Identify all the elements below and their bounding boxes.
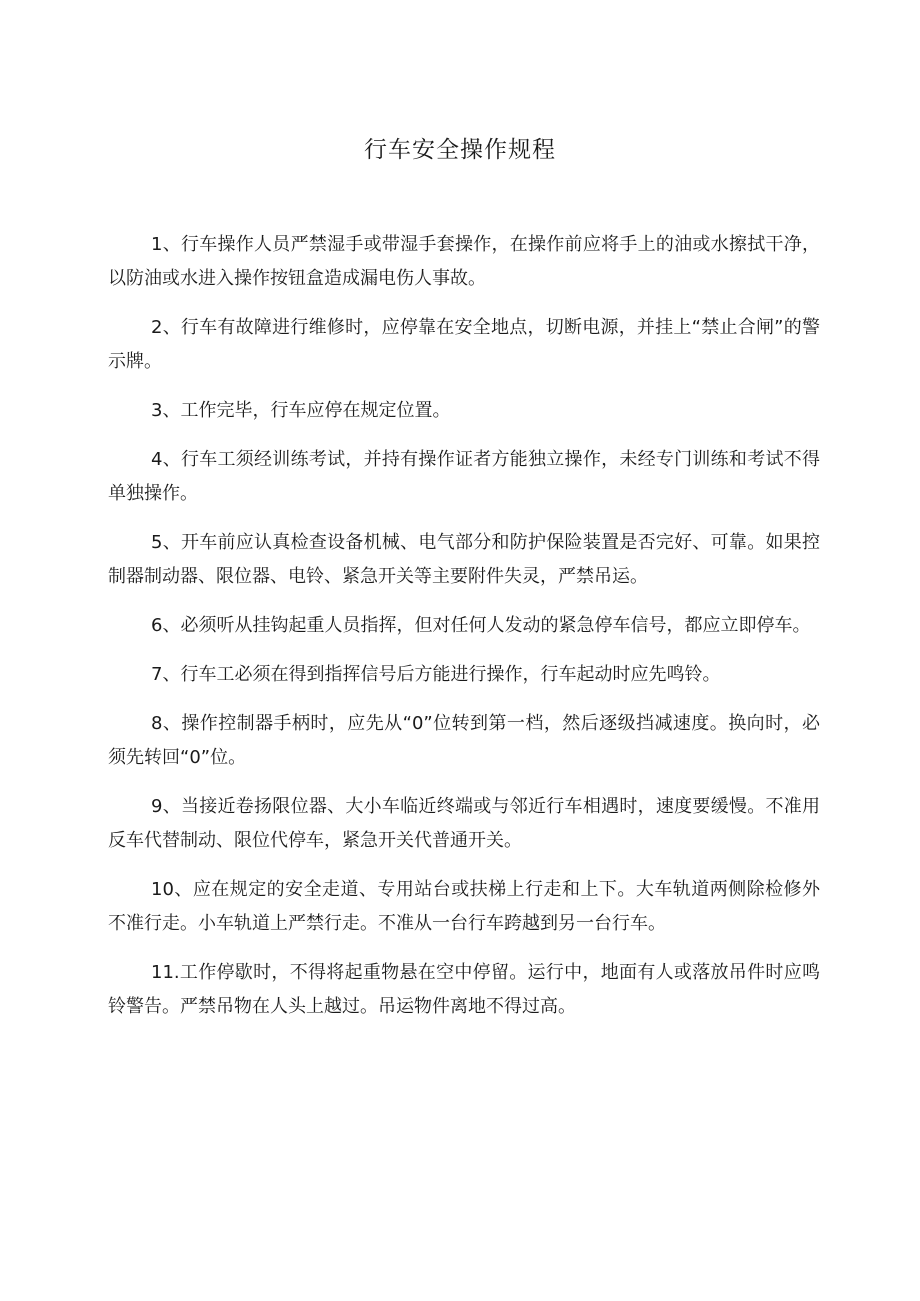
rule-paragraph-4: 4、行车工须经训练考试，并持有操作证者方能独立操作，未经专门训练和考试不得单独操作。: [108, 449, 820, 504]
rule-paragraph-7: 7、行车工必须在得到指挥信号后方能进行操作，行车起动时应先鸣铃。: [151, 664, 721, 685]
rule-paragraph-6: 6、必须听从挂钩起重人员指挥，但对任何人发动的紧急停车信号，都应立即停车。: [151, 615, 811, 636]
rule-paragraph-2: 2、行车有故障进行维修时，应停靠在安全地点，切断电源，并挂上“禁止合闸”的警示牌。: [108, 317, 820, 372]
document-title: 行车安全操作规程: [364, 137, 556, 163]
rule-paragraph-8: 8、操作控制器手柄时，应先从“0”位转到第一档，然后逐级挡减速度。换向时，必须先转回“0”位。: [108, 713, 820, 768]
rule-paragraph-11: 11.工作停歇时，不得将起重物悬在空中停留。运行中，地面有人或落放吊件时应鸣铃警告。严禁吊物在人头上越过。吊运物件离地不得过高。: [108, 962, 820, 1017]
rule-paragraph-1: 1、行车操作人员严禁湿手或带湿手套操作，在操作前应将手上的油或水擦拭干净，以防油或水进入操作按钮盒造成漏电伤人事故。: [108, 234, 820, 289]
rule-paragraph-9: 9、当接近卷扬限位器、大小车临近终端或与邻近行车相遇时，速度要缓慢。不准用反车代替制动、限位代停车，紧急开关代普通开关。: [108, 796, 820, 851]
rule-paragraph-3: 3、工作完毕，行车应停在规定位置。: [151, 400, 451, 421]
rule-paragraph-5: 5、开车前应认真检查设备机械、电气部分和防护保险装置是否完好、可靠。如果控制器制动器、限位器、电铃、紧急开关等主要附件失灵，严禁吊运。: [108, 532, 820, 587]
document-body: [108, 228, 820, 1039]
rule-paragraph-10: 10、应在规定的安全走道、专用站台或扶梯上行走和上下。大车轨道两侧除检修外不准行走。小车轨道上严禁行走。不准从一台行车跨越到另一台行车。: [108, 879, 820, 934]
